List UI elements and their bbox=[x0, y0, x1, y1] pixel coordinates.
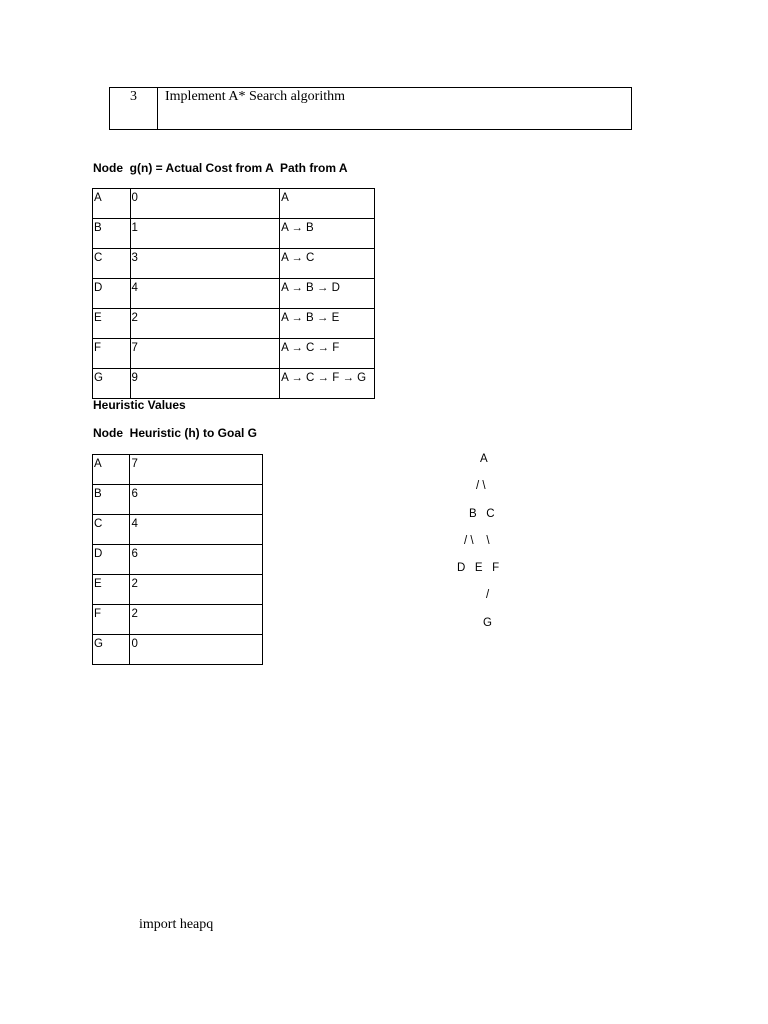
tree-line: D E F bbox=[457, 562, 500, 574]
table-row bbox=[93, 455, 263, 485]
heuristic-cell: 7 bbox=[130, 455, 263, 485]
table-row bbox=[93, 189, 375, 219]
table-row bbox=[93, 279, 375, 309]
table-row bbox=[93, 369, 375, 399]
cost-table-heading: Node g(n) = Actual Cost from A Path from A bbox=[93, 161, 348, 175]
path-cell: A → C bbox=[280, 249, 375, 279]
cost-cell: 4 bbox=[130, 279, 280, 309]
node-cell: G bbox=[93, 369, 131, 399]
path-cell: A → C → F → G bbox=[280, 369, 375, 399]
path-cell: A bbox=[280, 189, 375, 219]
node-cell: A bbox=[93, 455, 130, 485]
column-divider bbox=[157, 88, 158, 129]
cost-cell: 3 bbox=[130, 249, 280, 279]
heuristic-table bbox=[92, 454, 263, 665]
heuristic-cell: 2 bbox=[130, 605, 263, 635]
cost-cell: 9 bbox=[130, 369, 280, 399]
node-cell: C bbox=[93, 515, 130, 545]
tree-line: G bbox=[483, 617, 492, 629]
tree-line: A bbox=[480, 453, 488, 465]
path-cell: A → B → E bbox=[280, 309, 375, 339]
node-cell: D bbox=[93, 279, 131, 309]
node-cell: B bbox=[93, 219, 131, 249]
node-cell: A bbox=[93, 189, 131, 219]
table-row bbox=[93, 605, 263, 635]
cost-cell: 2 bbox=[130, 309, 280, 339]
tree-line: / \ bbox=[476, 480, 486, 492]
table-row bbox=[93, 485, 263, 515]
table-row bbox=[93, 219, 375, 249]
node-cell: F bbox=[93, 605, 130, 635]
cost-cell: 0 bbox=[130, 189, 280, 219]
heuristic-cell: 6 bbox=[130, 485, 263, 515]
actual-cost-table bbox=[92, 188, 375, 399]
node-cell: E bbox=[93, 575, 130, 605]
cost-cell: 1 bbox=[130, 219, 280, 249]
node-cell: D bbox=[93, 545, 130, 575]
node-cell: F bbox=[93, 339, 131, 369]
experiment-number: 3 bbox=[130, 89, 137, 104]
node-cell: G bbox=[93, 635, 130, 665]
tree-line: / \ \ bbox=[464, 535, 490, 547]
cost-cell: 7 bbox=[130, 339, 280, 369]
path-cell: A → B bbox=[280, 219, 375, 249]
table-row bbox=[93, 545, 263, 575]
path-cell: A → B → D bbox=[280, 279, 375, 309]
experiment-title: Implement A* Search algorithm bbox=[165, 89, 346, 104]
heuristic-section-title: Heuristic Values bbox=[93, 398, 186, 412]
tree-line: B C bbox=[469, 508, 495, 520]
heuristic-cell: 0 bbox=[130, 635, 263, 665]
experiment-header-box bbox=[109, 87, 632, 130]
heuristic-cell: 6 bbox=[130, 545, 263, 575]
table-row bbox=[93, 575, 263, 605]
node-cell: C bbox=[93, 249, 131, 279]
table-row bbox=[93, 309, 375, 339]
code-import-line: import heapq bbox=[139, 917, 214, 932]
heuristic-table-heading: Node Heuristic (h) to Goal G bbox=[93, 426, 258, 440]
node-cell: B bbox=[93, 485, 130, 515]
table-row bbox=[93, 339, 375, 369]
path-cell: A → C → F bbox=[280, 339, 375, 369]
node-cell: E bbox=[93, 309, 131, 339]
table-row bbox=[93, 635, 263, 665]
heuristic-cell: 2 bbox=[130, 575, 263, 605]
tree-line: / bbox=[486, 589, 490, 601]
table-row bbox=[93, 515, 263, 545]
table-row bbox=[93, 249, 375, 279]
heuristic-cell: 4 bbox=[130, 515, 263, 545]
